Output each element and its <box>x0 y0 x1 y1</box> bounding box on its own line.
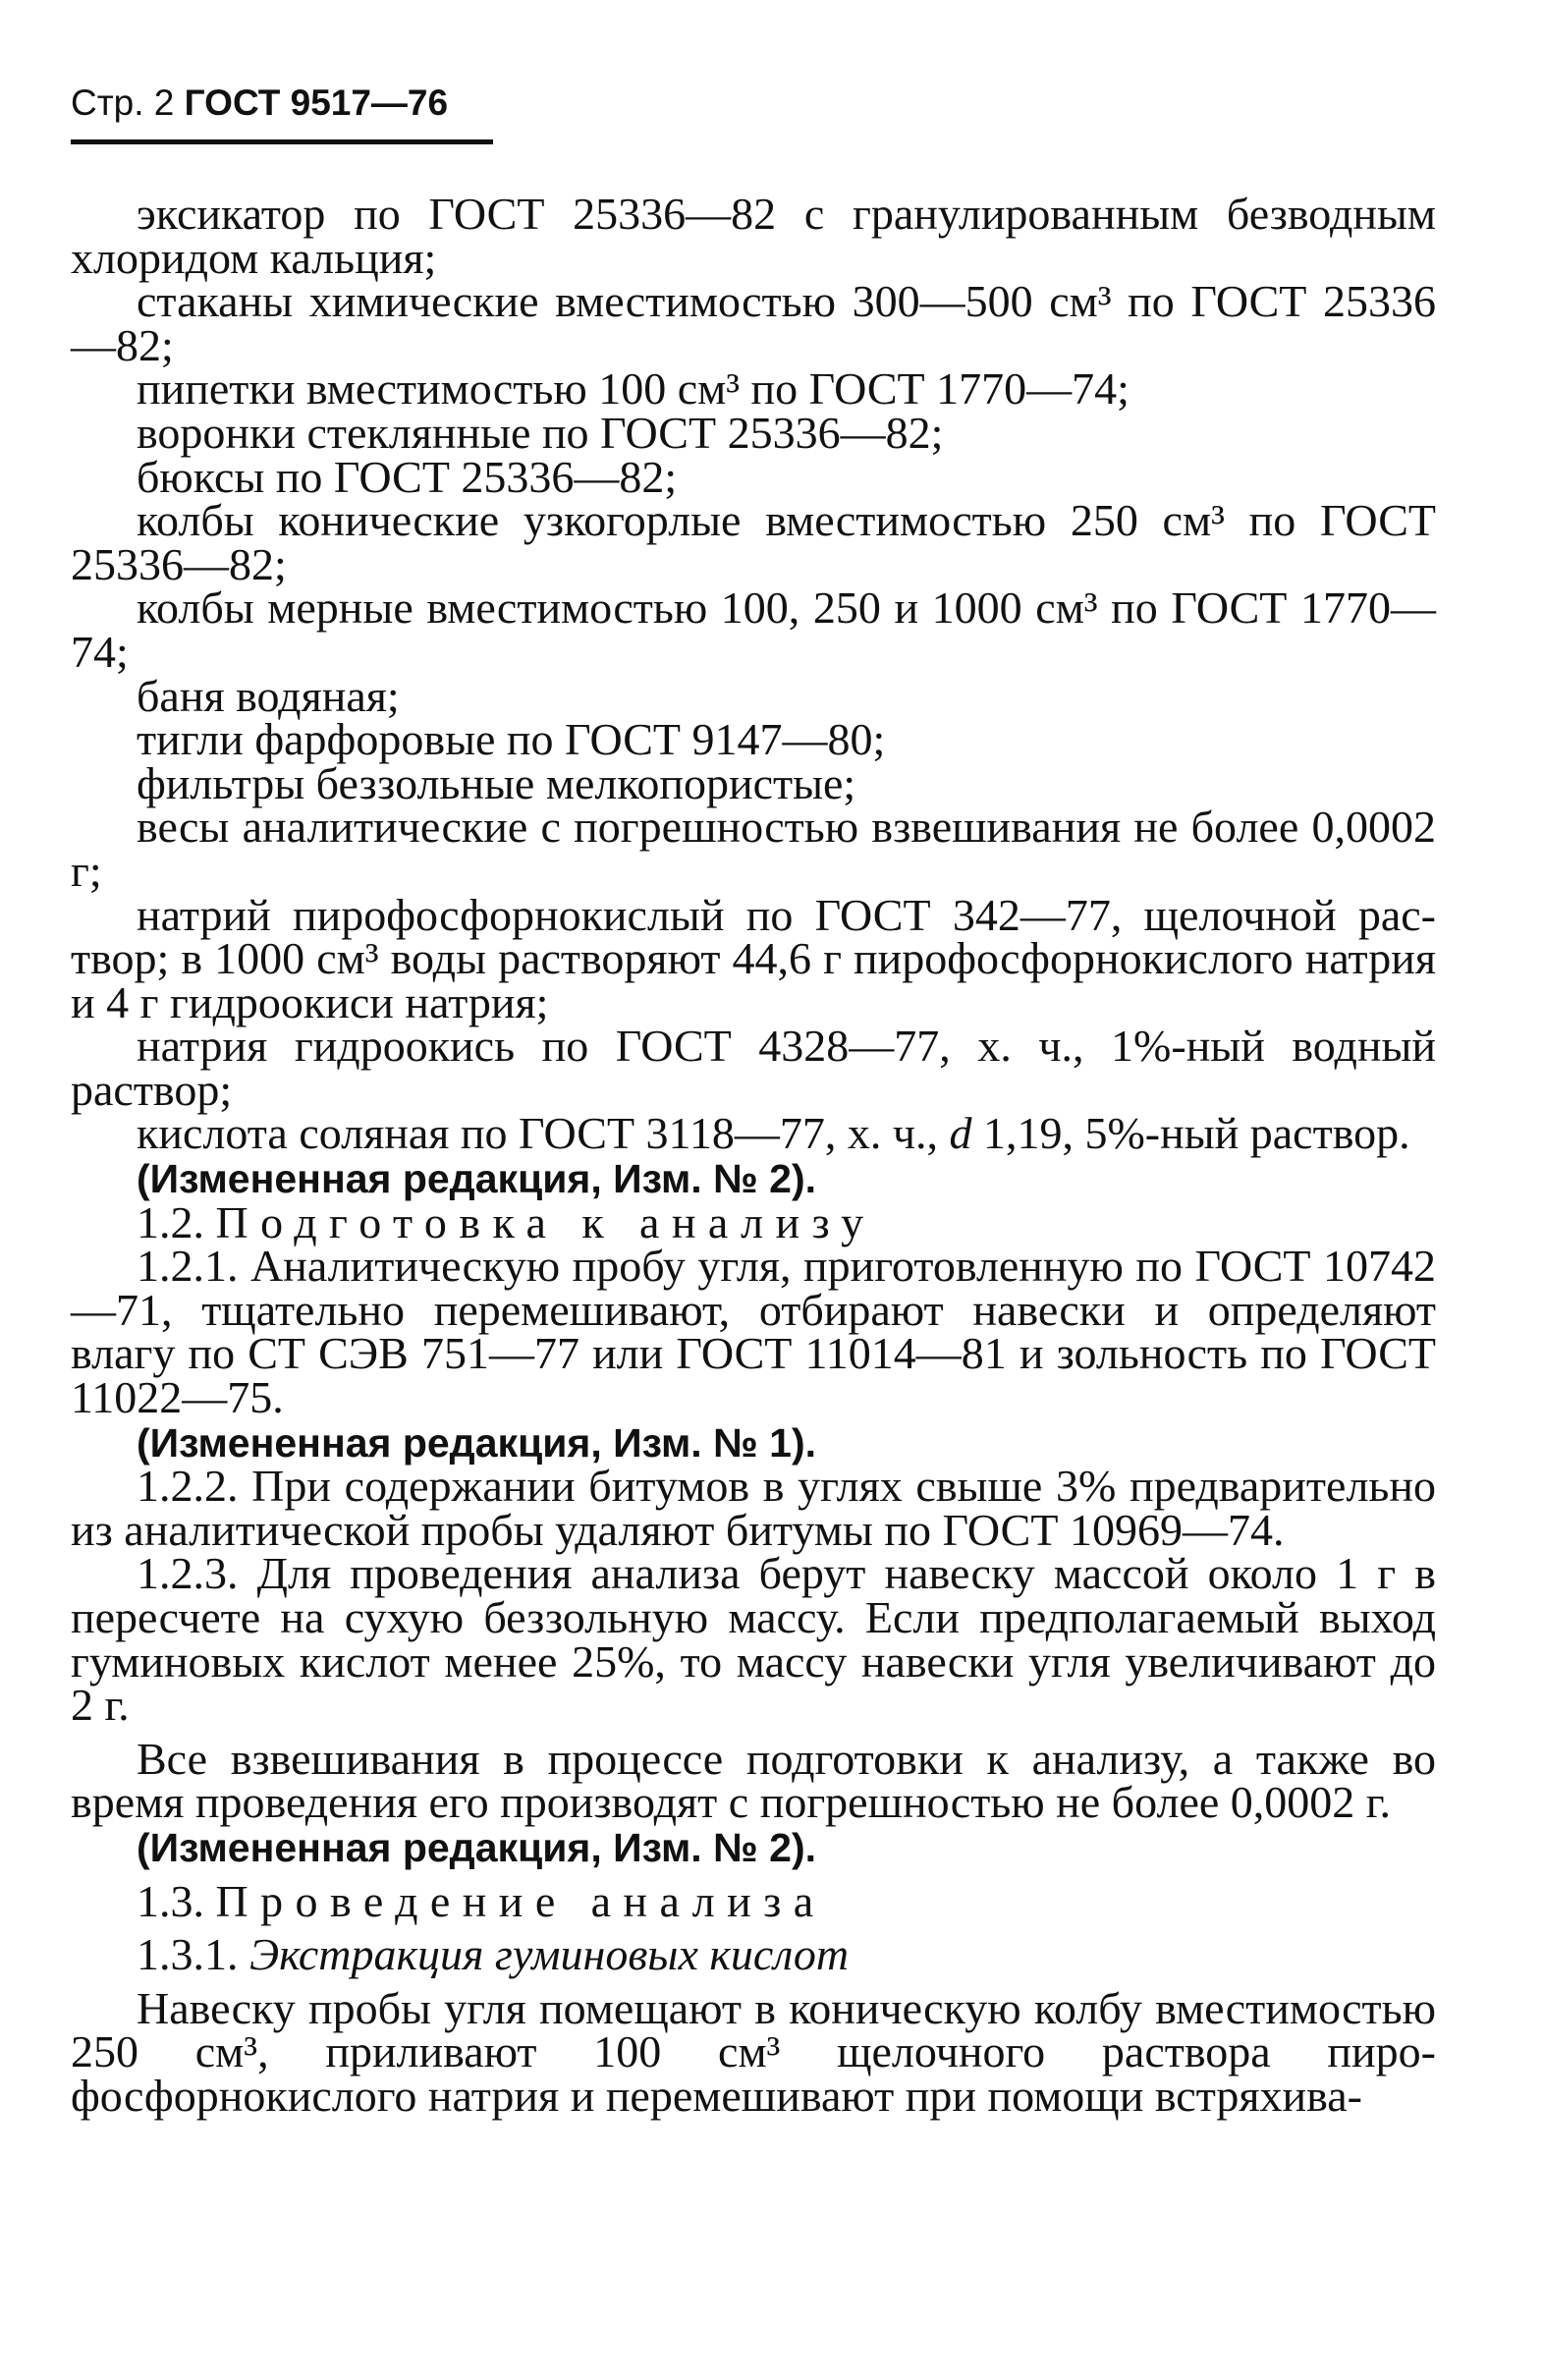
list-item: эксикатор по ГОСТ 25336—82 с гранулированным безводным хлоридом кальция; <box>71 189 1436 283</box>
paragraph-1-2-1: 1.2.1. Аналитическую пробу угля, приготовленную по ГОСТ 10742—71, тщательно перемешивают, отбирают навески и определяют влагу по СТ СЭВ 751—77 или ГОСТ 11014—81 и зольность по ГОСТ 11022—75. <box>71 1241 1436 1423</box>
list-item: натрий пирофосфорнокислый по ГОСТ 342—77, щелочной раствор; в 1000 см³ воды растворяют 44,6 г пирофосфорнокислого натрия и 4 г гидроокиси натрия; <box>71 889 1436 1027</box>
hcl-text-before: кислота соляная по ГОСТ 3118—77, х. ч., <box>137 1108 950 1159</box>
list-item: стаканы химические вместимостью 300—500 см³ по ГОСТ 25336—82; <box>71 276 1436 370</box>
list-item: колбы конические узкогорлые вместимостью 250 см³ по ГОСТ 25336—82; <box>71 495 1436 589</box>
list-item: тигли фарфоровые по ГОСТ 9147—80; <box>137 714 886 765</box>
page-number: Стр. 2 <box>71 83 175 123</box>
hcl-text-after: 1,19, 5%-ный раствор. <box>971 1108 1410 1159</box>
list-item: колбы мерные вместимостью 100, 250 и 1000 см³ по ГОСТ 1770—74; <box>71 582 1436 677</box>
list-item: бюксы по ГОСТ 25336—82; <box>137 451 678 502</box>
list-item: воронки стеклянные по ГОСТ 25336—82; <box>137 407 944 458</box>
section-number: 1.3.1. <box>137 1929 239 1980</box>
paragraph-1-2-3: 1.2.3. Для проведения анализа берут навеску массой около 1 г в пересчете на сухую беззольную массу. Если предполагаемый выход гуминовых кислот менее 25%, то массу навески угля увеличивают до 2 г. <box>71 1548 1436 1731</box>
body-text <box>71 189 1436 2121</box>
section-heading-1-3 <box>71 1875 1436 1926</box>
list-item: натрия гидроокись по ГОСТ 4328—77, х. ч., 1%-ный водный раствор; <box>71 1021 1436 1115</box>
paragraph-weighing: Все взвешивания в процессе подготовки к анализу, а также во время проведения его производят с погрешностью не более 0,0002 г. <box>71 1733 1436 1828</box>
standard-code: ГОСТ 9517—76 <box>184 83 449 123</box>
section-title: Экстракция гуминовых кислот <box>249 1929 850 1980</box>
list-item: весы аналитические с погрешностью взвешивания не более 0,0002 г; <box>71 802 1436 896</box>
list-item: фильтры беззольные мелкопористые; <box>137 757 856 808</box>
amendment-note: (Измененная редакция, Изм. № 1). <box>137 1419 817 1466</box>
list-item: пипетки вместимостью 100 см³ по ГОСТ 1770—74; <box>137 363 1130 415</box>
section-heading-1-3-1 <box>71 1929 1436 1980</box>
header-rule <box>71 139 493 144</box>
section-number: 1.2. <box>137 1196 204 1247</box>
list-item: баня водяная; <box>137 670 400 721</box>
section-title: Подготовка к анализу <box>215 1196 876 1247</box>
section-heading-1-2 <box>71 1196 1436 1247</box>
paragraph-extraction: Навеску пробы угля помещают в коническую колбу вместимостью 250 см³, приливают 100 см³ щелочного раствора пирофосфорнокислого натрия и перемешивают при помощи встряхива- <box>71 1982 1436 2121</box>
list-item-hcl <box>71 1108 1436 1159</box>
paragraph-1-2-2: 1.2.2. При содержании битумов в углях свыше 3% предварительно из аналитической пробы удаляют битумы по ГОСТ 10969—74. <box>71 1461 1436 1555</box>
page-header <box>71 81 448 126</box>
amendment-note: (Измененная редакция, Изм. № 2). <box>137 1824 817 1870</box>
section-number: 1.3. <box>137 1875 204 1926</box>
amendment-note: (Измененная редакция, Изм. № 2). <box>137 1156 817 1202</box>
section-title: Проведение анализа <box>215 1875 826 1926</box>
density-symbol: d <box>949 1108 972 1159</box>
